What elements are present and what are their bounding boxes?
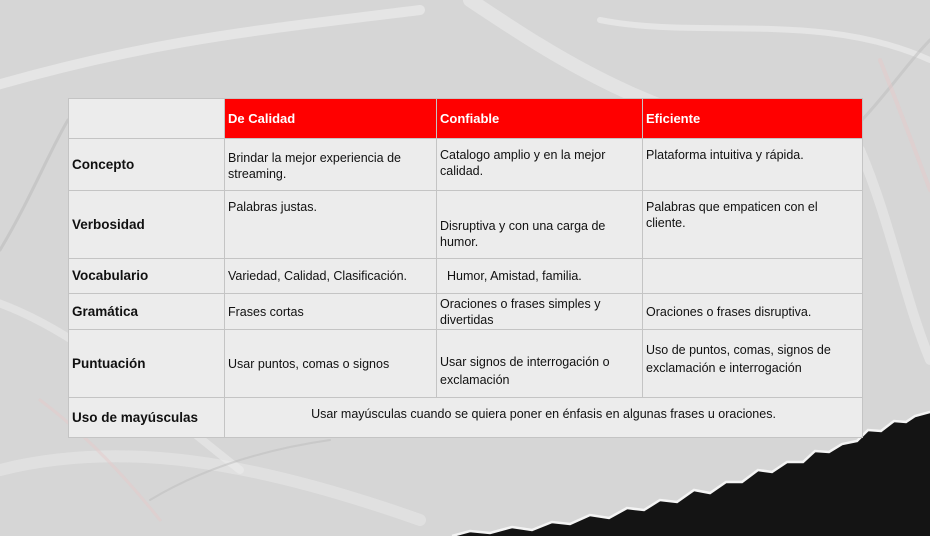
row-label-verbosidad: Verbosidad xyxy=(69,191,225,259)
table-cell: Usar puntos, comas o signos xyxy=(225,330,437,398)
table-cell: Humor, Amistad, familia. xyxy=(437,259,643,294)
table-row xyxy=(69,330,863,398)
header-confiable: Confiable xyxy=(437,99,643,139)
table-row xyxy=(69,294,863,330)
tone-of-voice-table xyxy=(68,98,863,438)
header-eficiente: Eficiente xyxy=(643,99,863,139)
header-row xyxy=(69,99,863,139)
table-row xyxy=(69,191,863,259)
table-row xyxy=(69,398,863,438)
table-cell: Oraciones o frases disruptiva. xyxy=(643,294,863,330)
row-label-vocabulario: Vocabulario xyxy=(69,259,225,294)
table-cell: Palabras que empaticen con el cliente. xyxy=(643,191,863,259)
table-cell: Disruptiva y con una carga de humor. xyxy=(437,191,643,259)
corner-cell xyxy=(69,99,225,139)
row-label-uso-de-mayusculas: Uso de mayúsculas xyxy=(69,398,225,438)
table-cell: Uso de puntos, comas, signos de exclamación e interrogación xyxy=(643,330,863,398)
row-label-concepto: Concepto xyxy=(69,139,225,191)
table-cell xyxy=(643,259,863,294)
header-de-calidad: De Calidad xyxy=(225,99,437,139)
table-cell: Oraciones o frases simples y divertidas xyxy=(437,294,643,330)
table-row xyxy=(69,139,863,191)
merged-cell: Usar mayúsculas cuando se quiera poner en énfasis en algunas frases u oraciones. xyxy=(225,398,863,438)
table-row xyxy=(69,259,863,294)
table-cell: Frases cortas xyxy=(225,294,437,330)
table-cell: Catalogo amplio y en la mejor calidad. xyxy=(437,139,643,191)
table-cell: Plataforma intuitiva y rápida. xyxy=(643,139,863,191)
table-cell: Brindar la mejor experiencia de streaming. xyxy=(225,139,437,191)
table-cell: Palabras justas. xyxy=(225,191,437,259)
table-cell: Usar signos de interrogación o exclamación xyxy=(437,330,643,398)
table-cell: Variedad, Calidad, Clasificación. xyxy=(225,259,437,294)
row-label-puntuacion: Puntuación xyxy=(69,330,225,398)
row-label-gramatica: Gramática xyxy=(69,294,225,330)
